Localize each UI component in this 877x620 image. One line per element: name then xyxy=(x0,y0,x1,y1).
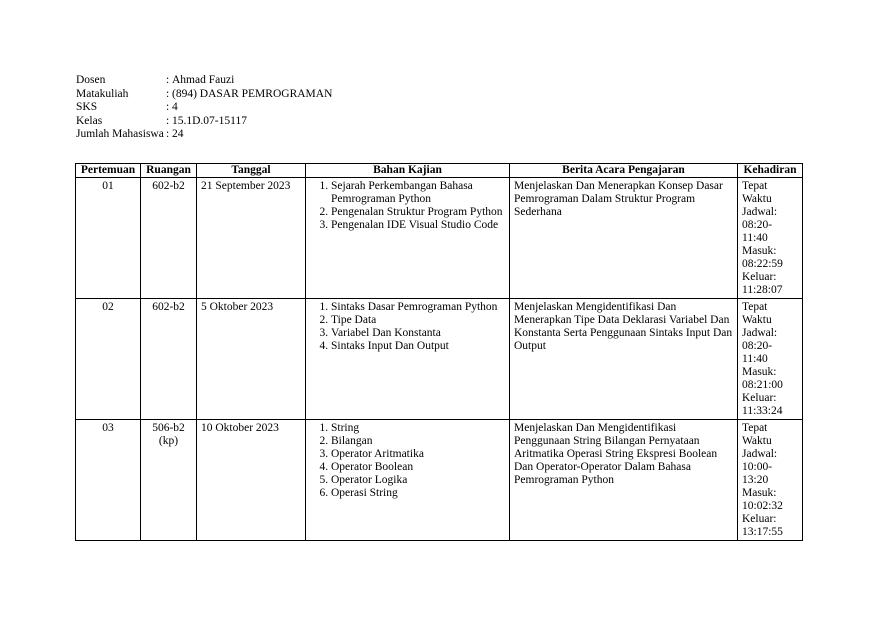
table-row xyxy=(76,178,803,299)
jadwal-time: 08:20-​11:40 xyxy=(742,219,773,244)
list-item: 4. Sintaks Input Dan Output xyxy=(331,340,505,353)
table-row xyxy=(76,299,803,420)
masuk-time: 08:21:00 xyxy=(742,379,783,391)
list-item: 3. Pengenalan IDE Visual Studio Code xyxy=(331,219,505,232)
cell-tanggal: 5 Oktober 2023 xyxy=(197,299,306,420)
info-separator: : xyxy=(166,128,170,140)
list-item: 4. Operator Boolean xyxy=(331,461,505,474)
cell-berita-acara: Menjelaskan Dan Mengidentifikasi Penggunaan String Bilangan Pernyataan Aritmatika Operasi String Ekspresi Boolean Dan Operator-Operator Dalam Bahasa Pemrograman Python xyxy=(510,420,738,541)
jadwal-time: 08:20-​11:40 xyxy=(742,340,773,365)
info-label: Jumlah Mahasiswa xyxy=(76,128,164,140)
course-info xyxy=(76,74,332,142)
cell-kehadiran xyxy=(738,420,803,541)
jadwal-label: Jadwal: xyxy=(742,448,778,460)
cell-bahan-kajian xyxy=(306,299,510,420)
jadwal-label: Jadwal: xyxy=(742,327,778,339)
info-label: SKS xyxy=(76,101,98,113)
cell-ruangan: 602-b2 xyxy=(141,299,197,420)
kehadiran-status: Tepat Waktu xyxy=(742,301,772,326)
info-value-jumlah-mahasiswa: 24 xyxy=(172,128,184,140)
list-item: 5. Operator Logika xyxy=(331,474,505,487)
bahan-kajian-list xyxy=(310,180,505,232)
list-item: 6. Operasi String xyxy=(331,487,505,500)
cell-ruangan: 602-b2 xyxy=(141,178,197,299)
keluar-label: Keluar: xyxy=(742,271,777,283)
keluar-time: 11:33:24 xyxy=(742,405,783,417)
cell-berita-acara: Menjelaskan Mengidentifikasi Dan Menerapkan Tipe Data Deklarasi Variabel Dan Konstanta Serta Penggunaan Sintaks Input Dan Output xyxy=(510,299,738,420)
kehadiran-block xyxy=(742,180,788,297)
table-header-row xyxy=(76,164,803,178)
header-tanggal: Tanggal xyxy=(197,164,306,178)
keluar-label: Keluar: xyxy=(742,392,777,404)
info-separator: : xyxy=(166,74,170,86)
masuk-time: 10:02:32 xyxy=(742,500,783,512)
info-value-sks: 4 xyxy=(172,101,178,113)
info-row-matakuliah xyxy=(76,88,332,102)
info-label: Dosen xyxy=(76,74,106,86)
list-item: 2. Pengenalan Struktur Program Python xyxy=(331,206,505,219)
list-item: 1. String xyxy=(331,422,505,435)
header-ruangan: Ruangan xyxy=(141,164,197,178)
list-item: 1. Sejarah Perkembangan Bahasa Pemrograman Python xyxy=(331,180,505,206)
masuk-label: Masuk: xyxy=(742,487,777,499)
masuk-time: 08:22:59 xyxy=(742,258,783,270)
cell-kehadiran xyxy=(738,299,803,420)
header-bahan-kajian: Bahan Kajian xyxy=(306,164,510,178)
cell-tanggal: 10 Oktober 2023 xyxy=(197,420,306,541)
masuk-label: Masuk: xyxy=(742,245,777,257)
keluar-time: 13:17:55 xyxy=(742,526,783,538)
info-label: Kelas xyxy=(76,114,103,127)
lecture-record-table xyxy=(75,163,803,541)
cell-berita-acara: Menjelaskan Dan Menerapkan Konsep Dasar Pemrograman Dalam Struktur Program Sederhana xyxy=(510,178,738,299)
kehadiran-status: Tepat Waktu xyxy=(742,422,772,447)
table-row xyxy=(76,420,803,541)
jadwal-time: 10:00-​13:20 xyxy=(742,461,773,486)
cell-kehadiran xyxy=(738,178,803,299)
keluar-label: Keluar: xyxy=(742,513,777,525)
info-value-dosen: Ahmad Fauzi xyxy=(172,74,235,86)
cell-tanggal: 21 September 2023 xyxy=(197,178,306,299)
info-value-kelas: 15.1D.07-15117 xyxy=(172,114,247,127)
list-item: 3. Variabel Dan Konstanta xyxy=(331,327,505,340)
cell-bahan-kajian xyxy=(306,420,510,541)
kehadiran-status: Tepat Waktu xyxy=(742,180,772,205)
jadwal-label: Jadwal: xyxy=(742,206,778,218)
info-value-matakuliah: (894) DASAR PEMROGRAMAN xyxy=(172,87,333,100)
info-row-dosen xyxy=(76,74,332,88)
header-berita-acara: Berita Acara Pengajaran xyxy=(510,164,738,178)
info-separator: : xyxy=(166,114,170,127)
list-item: 3. Operator Aritmatika xyxy=(331,448,505,461)
cell-pertemuan: 03 xyxy=(76,420,141,541)
header-kehadiran: Kehadiran xyxy=(738,164,803,178)
keluar-time: 11:28:07 xyxy=(742,284,783,296)
info-separator: : xyxy=(166,87,170,100)
cell-bahan-kajian xyxy=(306,178,510,299)
list-item: 1. Sintaks Dasar Pemrograman Python xyxy=(331,301,505,314)
bahan-kajian-list xyxy=(310,422,505,500)
kehadiran-block xyxy=(742,301,788,418)
info-label: Matakuliah xyxy=(76,87,129,100)
info-separator: : xyxy=(166,101,170,113)
cell-ruangan: 506-b2 (kp) xyxy=(141,420,197,541)
cell-pertemuan: 01 xyxy=(76,178,141,299)
masuk-label: Masuk: xyxy=(742,366,777,378)
list-item: 2. Tipe Data xyxy=(331,314,505,327)
info-row-kelas xyxy=(76,115,332,129)
info-row-jumlah-mahasiswa xyxy=(76,128,332,142)
list-item: 2. Bilangan xyxy=(331,435,505,448)
bahan-kajian-list xyxy=(310,301,505,353)
kehadiran-block xyxy=(742,422,788,539)
cell-pertemuan: 02 xyxy=(76,299,141,420)
info-row-sks xyxy=(76,101,332,115)
header-pertemuan: Pertemuan xyxy=(76,164,141,178)
